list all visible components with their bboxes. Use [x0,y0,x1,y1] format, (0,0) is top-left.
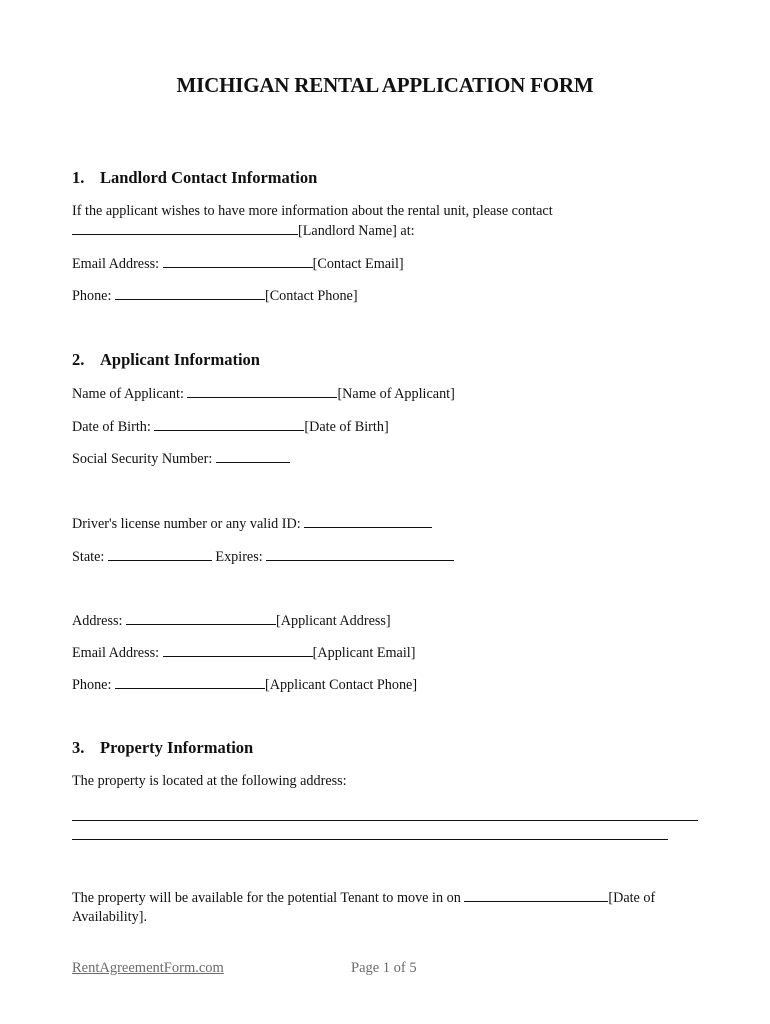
applicant-address-field[interactable] [126,612,276,625]
applicant-email-field[interactable] [163,644,313,657]
section-3-heading [72,738,253,758]
applicant-email-label: Email Address: [72,645,160,661]
section-3-number: 3. [72,738,85,757]
landlord-email-label: Email Address: [72,256,160,272]
section-2-number: 2. [72,350,85,369]
footer-page-number: Page 1 of 5 [351,960,417,976]
applicant-address-line [72,612,391,630]
section-1-heading [72,168,317,188]
applicant-license-label: Driver's license number or any valid ID: [72,516,301,532]
document-title: MICHIGAN RENTAL APPLICATION FORM [176,73,594,97]
applicant-dob-placeholder: [Date of Birth] [304,419,389,435]
applicant-email-placeholder: [Applicant Email] [312,645,416,661]
landlord-email-line [72,255,404,273]
property-availability-field[interactable] [464,889,608,902]
applicant-address-placeholder: [Applicant Address] [276,613,391,629]
applicant-ssn-label: Social Security Number: [72,451,213,467]
property-located-text: The property is located at the following address: [72,773,347,789]
section-3-title: Property Information [100,738,254,757]
applicant-phone-field[interactable] [115,676,265,689]
property-address-field-2[interactable] [72,839,668,840]
applicant-dob-line [72,418,389,436]
applicant-expires-label: Expires: [215,549,263,565]
applicant-name-line [72,385,455,403]
property-availability-text: The property will be available for the potential Tenant to move in on [72,890,461,906]
applicant-license-line [72,515,432,533]
property-availability-placeholder: [Date of [608,890,656,906]
property-address-field-1[interactable] [72,820,698,821]
applicant-name-field[interactable] [187,385,337,398]
footer-site-link[interactable]: RentAgreementForm.com [72,960,224,976]
applicant-dob-label: Date of Birth: [72,419,151,435]
landlord-email-placeholder: [Contact Email] [312,256,404,272]
section-2-title: Applicant Information [100,350,260,369]
applicant-email-line [72,644,415,662]
landlord-phone-line [72,287,358,305]
landlord-phone-field[interactable] [115,287,265,300]
applicant-address-label: Address: [72,613,123,629]
applicant-license-field[interactable] [304,515,432,528]
landlord-name-field[interactable] [72,222,298,235]
applicant-name-placeholder: [Name of Applicant] [337,386,455,402]
applicant-ssn-field[interactable] [216,450,290,463]
applicant-name-label: Name of Applicant: [72,386,184,402]
section-1-number: 1. [72,168,85,187]
applicant-dob-field[interactable] [154,418,304,431]
landlord-name-placeholder: [Landlord Name] at: [298,223,415,239]
applicant-state-label: State: [72,549,105,565]
applicant-phone-label: Phone: [72,677,112,693]
landlord-phone-placeholder: [Contact Phone] [264,288,358,304]
property-availability-line [72,889,655,907]
landlord-phone-label: Phone: [72,288,112,304]
landlord-name-line [72,222,415,240]
section-2-heading [72,350,260,370]
applicant-phone-line [72,676,417,694]
applicant-ssn-line [72,450,290,468]
property-availability-continued: Availability]. [72,909,147,925]
landlord-intro-text: If the applicant wishes to have more information about the rental unit, please contact [72,203,553,219]
landlord-email-field[interactable] [163,255,313,268]
applicant-state-field[interactable] [108,548,212,561]
applicant-phone-placeholder: [Applicant Contact Phone] [264,677,418,693]
section-1-title: Landlord Contact Information [100,168,318,187]
applicant-expires-field[interactable] [266,548,454,561]
applicant-state-line [72,548,454,566]
